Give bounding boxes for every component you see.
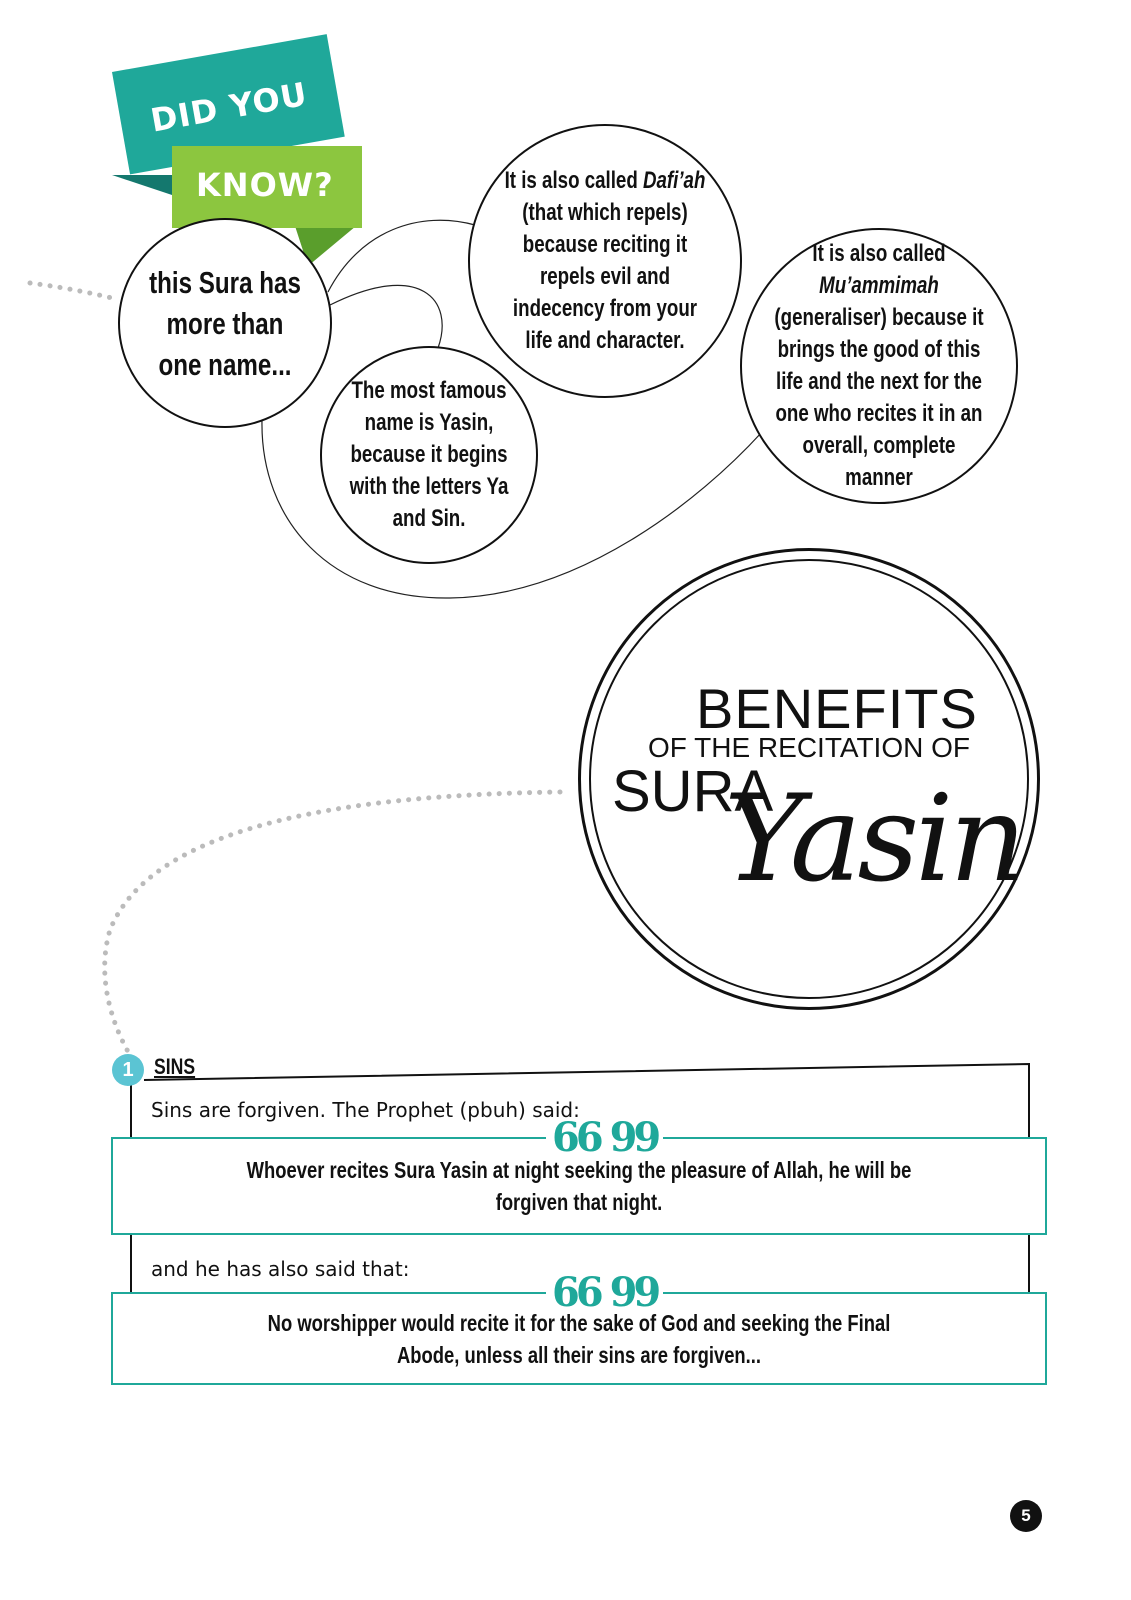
- bubble-famous-text: The most famous name is Yasin, because it begins with the letters Ya and Sin.: [349, 377, 509, 532]
- section-number-badge: 1: [112, 1054, 144, 1086]
- title-benefits: BENEFITS: [696, 677, 978, 740]
- title-sura: SURA: [612, 759, 774, 824]
- quote-text-1: Whoever recites Sura Yasin at night seeking the pleasure of Allah, he will be forgiven that night.: [246, 1157, 912, 1215]
- muammimah-after: (generaliser) because it brings the good of this life and the next for the one who recites it in an overall, complete manner: [774, 304, 984, 491]
- curve-to-famous: [330, 285, 442, 348]
- section-heading: SINS: [154, 1054, 196, 1079]
- title-yasin-script: Yasin: [724, 770, 1023, 909]
- bubble-main-text: this Sura has more than one name...: [149, 264, 301, 382]
- bubble-main: [118, 218, 332, 428]
- dotted-line-bottom: [105, 792, 560, 1055]
- bubble-muammimah: [740, 228, 1018, 504]
- banner-fold: [112, 175, 172, 195]
- know-banner: [172, 146, 362, 228]
- dafiah-before: It is also called: [504, 167, 638, 194]
- banner-line2: KNOW?: [196, 166, 334, 204]
- dafiah-name: Dafi’ah: [642, 167, 706, 194]
- curve-to-dafiah: [328, 220, 475, 292]
- bubble-famous: [320, 346, 538, 564]
- muammimah-before: It is also called: [812, 240, 946, 267]
- dotted-line-top: [30, 283, 112, 298]
- page-number: 5: [1010, 1500, 1042, 1532]
- muammimah-name: Mu’ammimah: [819, 272, 939, 299]
- intro-text-2: and he has also said that:: [151, 1257, 410, 1281]
- bubble-dafiah: [468, 124, 742, 398]
- quote-mark-icon-1: 66 99: [546, 1124, 663, 1152]
- title-of-recitation: OF THE RECITATION OF: [648, 732, 970, 763]
- intro-text-1: Sins are forgiven. The Prophet (pbuh) said:: [151, 1098, 580, 1122]
- bubble-muammimah-text: [772, 238, 986, 494]
- dafiah-after: (that which repels) because reciting it repels evil and indecency from your life and character.: [512, 199, 698, 354]
- bubble-dafiah-text: [500, 165, 711, 357]
- quote-text-2: No worshipper would recite it for the sake of God and seeking the Final Abode, unless all their sins are forgiven...: [267, 1309, 891, 1368]
- quote-mark-icon-2: 66 99: [546, 1279, 663, 1307]
- banner-line1: DID YOU: [147, 74, 311, 140]
